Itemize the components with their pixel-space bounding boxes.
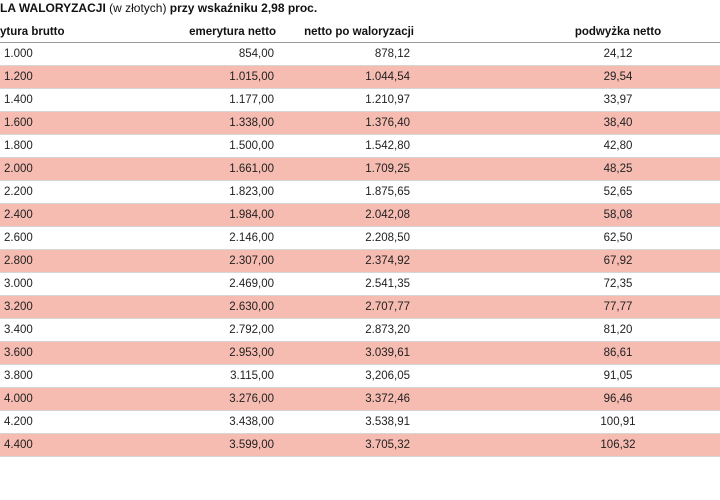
table-row: [0, 135, 720, 158]
table-row: [0, 66, 720, 89]
cell-net: 1.338,00: [140, 112, 280, 135]
table-title: [0, 0, 317, 16]
cell-raise: 62,50: [500, 227, 720, 250]
cell-gross: 3.800: [0, 365, 140, 388]
cell-gross: 2.400: [0, 204, 140, 227]
cell-net: 2.307,00: [140, 250, 280, 273]
cell-net: 2.146,00: [140, 227, 280, 250]
cell-gross: 2.200: [0, 181, 140, 204]
cell-raise: 100,91: [500, 411, 720, 434]
cell-raise: 33,97: [500, 89, 720, 112]
cell-gross: 1.800: [0, 135, 140, 158]
cell-gross: 4.400: [0, 434, 140, 457]
cell-raise: 81,20: [500, 319, 720, 342]
table-row: [0, 181, 720, 204]
cell-raise: 106,32: [500, 434, 720, 457]
header-gross-pension: ytura brutto: [0, 22, 140, 43]
cell-net-after: 2.707,77: [280, 296, 500, 319]
table-row: [0, 250, 720, 273]
cell-gross: 3.000: [0, 273, 140, 296]
cell-net-after: 3.705,32: [280, 434, 500, 457]
cell-net-after: 1.376,40: [280, 112, 500, 135]
cell-gross: 4.000: [0, 388, 140, 411]
cell-gross: 2.800: [0, 250, 140, 273]
cell-net-after: 1.210,97: [280, 89, 500, 112]
cell-net-after: 1.709,25: [280, 158, 500, 181]
cell-gross: 1.200: [0, 66, 140, 89]
header-net-pension: emerytura netto: [140, 22, 280, 43]
valorization-table: [0, 22, 720, 457]
table-row: [0, 342, 720, 365]
cell-raise: 86,61: [500, 342, 720, 365]
cell-net: 1.500,00: [140, 135, 280, 158]
header-net-after-valorization: netto po waloryzacji: [280, 22, 500, 43]
cell-raise: 96,46: [500, 388, 720, 411]
table-row: [0, 434, 720, 457]
cell-net: 3.115,00: [140, 365, 280, 388]
cell-net-after: 1.044,54: [280, 66, 500, 89]
cell-raise: 91,05: [500, 365, 720, 388]
cell-gross: 1.600: [0, 112, 140, 135]
cell-net: 2.953,00: [140, 342, 280, 365]
cell-raise: 67,92: [500, 250, 720, 273]
table-row: [0, 296, 720, 319]
cell-net: 2.469,00: [140, 273, 280, 296]
cell-gross: 2.600: [0, 227, 140, 250]
cell-raise: 48,25: [500, 158, 720, 181]
cell-net: 1.015,00: [140, 66, 280, 89]
cell-net-after: 3.538,91: [280, 411, 500, 434]
cell-gross: 3.400: [0, 319, 140, 342]
cell-net-after: 3.372,46: [280, 388, 500, 411]
cell-net: 1.984,00: [140, 204, 280, 227]
table-row: [0, 273, 720, 296]
title-index: przy wskaźniku 2,98 proc.: [169, 1, 318, 15]
cell-net: 3.276,00: [140, 388, 280, 411]
table-row: [0, 204, 720, 227]
table-row: [0, 388, 720, 411]
cell-net-after: 3,206,05: [280, 365, 500, 388]
table-row: [0, 411, 720, 434]
cell-gross: 4.200: [0, 411, 140, 434]
cell-net-after: 878,12: [280, 43, 500, 66]
cell-gross: 3.200: [0, 296, 140, 319]
title-main: LA WALORYZACJI: [0, 1, 106, 15]
cell-net: 1.823,00: [140, 181, 280, 204]
cell-net: 854,00: [140, 43, 280, 66]
cell-raise: 52,65: [500, 181, 720, 204]
cell-net: 3.599,00: [140, 434, 280, 457]
cell-raise: 72,35: [500, 273, 720, 296]
cell-net-after: 3.039,61: [280, 342, 500, 365]
cell-raise: 38,40: [500, 112, 720, 135]
header-row: [0, 22, 720, 43]
cell-raise: 42,80: [500, 135, 720, 158]
cell-gross: 1.400: [0, 89, 140, 112]
cell-net-after: 2.873,20: [280, 319, 500, 342]
table-row: [0, 43, 720, 66]
header-net-raise: podwyżka netto: [500, 22, 720, 43]
table-row: [0, 112, 720, 135]
cell-raise: 77,77: [500, 296, 720, 319]
table-row: [0, 158, 720, 181]
cell-gross: 2.000: [0, 158, 140, 181]
title-unit: (w złotych): [105, 1, 170, 15]
cell-net-after: 2.208,50: [280, 227, 500, 250]
cell-net: 2.792,00: [140, 319, 280, 342]
cell-gross: 3.600: [0, 342, 140, 365]
cell-net-after: 1.542,80: [280, 135, 500, 158]
table-row: [0, 319, 720, 342]
cell-raise: 24,12: [500, 43, 720, 66]
cell-net: 1.177,00: [140, 89, 280, 112]
cell-net-after: 1.875,65: [280, 181, 500, 204]
table-row: [0, 365, 720, 388]
cell-gross: 1.000: [0, 43, 140, 66]
cell-net: 1.661,00: [140, 158, 280, 181]
cell-raise: 29,54: [500, 66, 720, 89]
table-row: [0, 227, 720, 250]
cell-net-after: 2.374,92: [280, 250, 500, 273]
cell-net: 3.438,00: [140, 411, 280, 434]
cell-net-after: 2.042,08: [280, 204, 500, 227]
table-body: [0, 43, 720, 457]
table-row: [0, 89, 720, 112]
cell-raise: 58,08: [500, 204, 720, 227]
cell-net: 2.630,00: [140, 296, 280, 319]
cell-net-after: 2.541,35: [280, 273, 500, 296]
